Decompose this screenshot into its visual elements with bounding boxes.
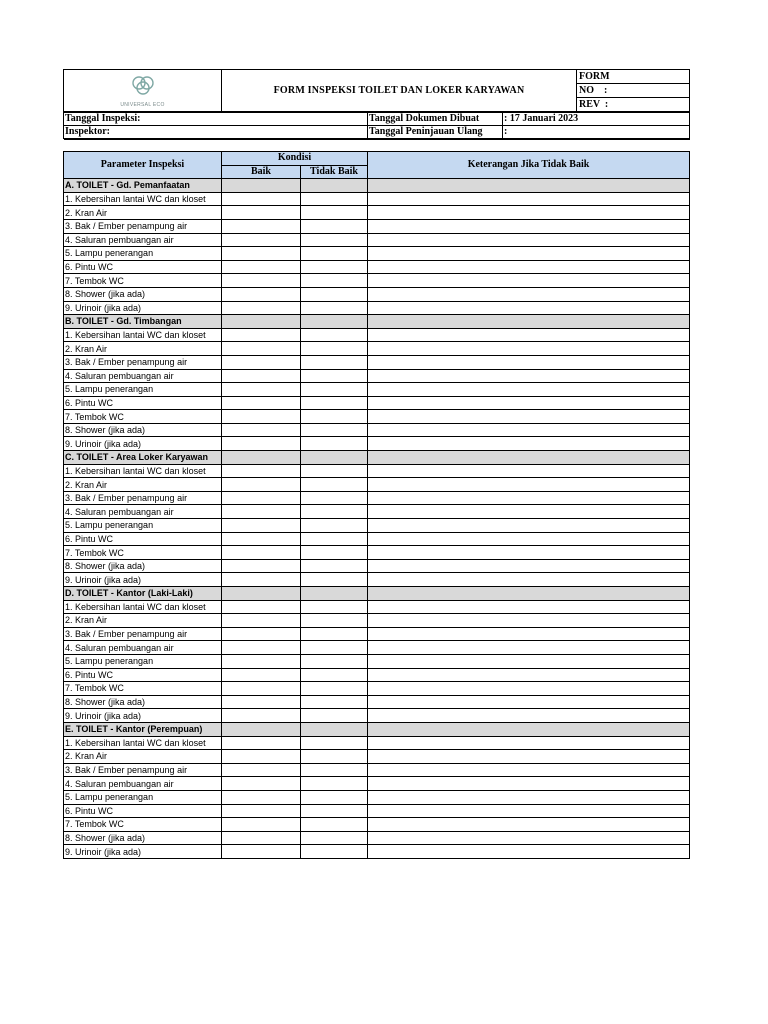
inspection-form	[63, 69, 689, 859]
table-row	[64, 641, 690, 655]
parameter-label: 9. Urinoir (jika ada)	[64, 709, 222, 723]
table-row	[64, 383, 690, 397]
section-header	[64, 451, 690, 465]
baik-cell[interactable]	[222, 464, 301, 478]
parameter-label: 8. Shower (jika ada)	[64, 831, 222, 845]
table-row	[64, 614, 690, 628]
parameter-label: 8. Shower (jika ada)	[64, 695, 222, 709]
baik-cell[interactable]	[222, 383, 301, 397]
parameter-label: 5. Lampu penerangan	[64, 383, 222, 397]
keterangan-cell[interactable]	[368, 600, 690, 614]
tidak-baik-cell[interactable]	[301, 546, 368, 560]
keterangan-cell[interactable]	[368, 369, 690, 383]
baik-cell[interactable]	[222, 818, 301, 832]
table-row	[64, 695, 690, 709]
baik-cell[interactable]	[222, 627, 301, 641]
logo-text: UNIVERSAL ECO	[120, 101, 165, 108]
parameter-label: 5. Lampu penerangan	[64, 654, 222, 668]
section-cell	[301, 179, 368, 193]
keterangan-cell[interactable]	[368, 328, 690, 342]
tidak-baik-cell[interactable]	[301, 818, 368, 832]
tidak-baik-cell[interactable]	[301, 695, 368, 709]
baik-cell[interactable]	[222, 396, 301, 410]
table-row	[64, 247, 690, 261]
baik-cell[interactable]	[222, 478, 301, 492]
tanggal-peninjauan-value[interactable]: :	[503, 126, 690, 139]
tidak-baik-cell[interactable]	[301, 355, 368, 369]
section-header	[64, 179, 690, 193]
table-row	[64, 328, 690, 342]
parameter-label: 9. Urinoir (jika ada)	[64, 301, 222, 315]
table-row	[64, 478, 690, 492]
keterangan-cell[interactable]	[368, 736, 690, 750]
tidak-baik-cell[interactable]	[301, 410, 368, 424]
table-row	[64, 736, 690, 750]
parameter-label: 7. Tembok WC	[64, 682, 222, 696]
baik-cell[interactable]	[222, 491, 301, 505]
baik-cell[interactable]	[222, 763, 301, 777]
baik-cell[interactable]	[222, 641, 301, 655]
keterangan-cell[interactable]	[368, 614, 690, 628]
tidak-baik-cell[interactable]	[301, 736, 368, 750]
keterangan-cell[interactable]	[368, 383, 690, 397]
tidak-baik-cell[interactable]	[301, 505, 368, 519]
tidak-baik-cell[interactable]	[301, 301, 368, 315]
rev-field[interactable]: REV :	[577, 98, 690, 112]
table-row	[64, 831, 690, 845]
tidak-baik-cell[interactable]	[301, 519, 368, 533]
parameter-label: 1. Kebersihan lantai WC dan kloset	[64, 328, 222, 342]
parameter-label: 2. Kran Air	[64, 478, 222, 492]
tidak-baik-cell[interactable]	[301, 423, 368, 437]
keterangan-cell[interactable]	[368, 845, 690, 859]
baik-cell[interactable]	[222, 709, 301, 723]
tidak-baik-cell[interactable]	[301, 804, 368, 818]
tanggal-inspeksi-field[interactable]: Tanggal Inspeksi:	[64, 113, 368, 126]
col-parameter: Parameter Inspeksi	[64, 152, 222, 179]
table-row	[64, 845, 690, 859]
baik-cell[interactable]	[222, 287, 301, 301]
keterangan-cell[interactable]	[368, 464, 690, 478]
keterangan-cell[interactable]	[368, 287, 690, 301]
baik-cell[interactable]	[222, 192, 301, 206]
tidak-baik-cell[interactable]	[301, 831, 368, 845]
parameter-label: 1. Kebersihan lantai WC dan kloset	[64, 192, 222, 206]
parameter-label: 7. Tembok WC	[64, 546, 222, 560]
parameter-label: 8. Shower (jika ada)	[64, 287, 222, 301]
parameter-label: 9. Urinoir (jika ada)	[64, 845, 222, 859]
inspektor-field[interactable]: Inspektor:	[64, 126, 368, 139]
table-row	[64, 519, 690, 533]
tidak-baik-cell[interactable]	[301, 464, 368, 478]
tidak-baik-cell[interactable]	[301, 219, 368, 233]
parameter-label: 7. Tembok WC	[64, 818, 222, 832]
parameter-label: 3. Bak / Ember penampung air	[64, 491, 222, 505]
baik-cell[interactable]	[222, 654, 301, 668]
section-cell	[301, 722, 368, 736]
table-row	[64, 233, 690, 247]
parameter-label: 1. Kebersihan lantai WC dan kloset	[64, 600, 222, 614]
col-kondisi: Kondisi	[222, 152, 368, 166]
tidak-baik-cell[interactable]	[301, 369, 368, 383]
form-label: FORM	[577, 70, 690, 84]
baik-cell[interactable]	[222, 505, 301, 519]
tidak-baik-cell[interactable]	[301, 845, 368, 859]
keterangan-cell[interactable]	[368, 410, 690, 424]
keterangan-cell[interactable]	[368, 559, 690, 573]
table-row	[64, 260, 690, 274]
parameter-label: 9. Urinoir (jika ada)	[64, 437, 222, 451]
keterangan-cell[interactable]	[368, 355, 690, 369]
tidak-baik-cell[interactable]	[301, 654, 368, 668]
baik-cell[interactable]	[222, 247, 301, 261]
parameter-label: 8. Shower (jika ada)	[64, 423, 222, 437]
inspection-table	[63, 139, 690, 859]
tidak-baik-cell[interactable]	[301, 573, 368, 587]
keterangan-cell[interactable]	[368, 342, 690, 356]
baik-cell[interactable]	[222, 532, 301, 546]
keterangan-cell[interactable]	[368, 763, 690, 777]
parameter-label: 5. Lampu penerangan	[64, 519, 222, 533]
tidak-baik-cell[interactable]	[301, 206, 368, 220]
baik-cell[interactable]	[222, 233, 301, 247]
table-row	[64, 750, 690, 764]
table-row	[64, 491, 690, 505]
parameter-label: 8. Shower (jika ada)	[64, 559, 222, 573]
section-cell	[222, 315, 301, 329]
table-row	[64, 355, 690, 369]
table-row	[64, 559, 690, 573]
keterangan-cell[interactable]	[368, 532, 690, 546]
tidak-baik-cell[interactable]	[301, 763, 368, 777]
parameter-label: 6. Pintu WC	[64, 396, 222, 410]
baik-cell[interactable]	[222, 804, 301, 818]
table-row	[64, 777, 690, 791]
keterangan-cell[interactable]	[368, 750, 690, 764]
keterangan-cell[interactable]	[368, 654, 690, 668]
baik-cell[interactable]	[222, 845, 301, 859]
keterangan-cell[interactable]	[368, 301, 690, 315]
tidak-baik-cell[interactable]	[301, 192, 368, 206]
tidak-baik-cell[interactable]	[301, 750, 368, 764]
tidak-baik-cell[interactable]	[301, 668, 368, 682]
keterangan-cell[interactable]	[368, 206, 690, 220]
baik-cell[interactable]	[222, 410, 301, 424]
parameter-label: 9. Urinoir (jika ada)	[64, 573, 222, 587]
table-row	[64, 206, 690, 220]
inspection-rows	[64, 179, 690, 859]
keterangan-cell[interactable]	[368, 478, 690, 492]
table-row	[64, 668, 690, 682]
keterangan-cell[interactable]	[368, 437, 690, 451]
tidak-baik-cell[interactable]	[301, 342, 368, 356]
section-cell	[368, 179, 690, 193]
baik-cell[interactable]	[222, 750, 301, 764]
parameter-label: 3. Bak / Ember penampung air	[64, 763, 222, 777]
table-row	[64, 790, 690, 804]
parameter-label: 3. Bak / Ember penampung air	[64, 627, 222, 641]
baik-cell[interactable]	[222, 437, 301, 451]
baik-cell[interactable]	[222, 423, 301, 437]
parameter-label: 2. Kran Air	[64, 342, 222, 356]
keterangan-cell[interactable]	[368, 247, 690, 261]
parameter-label: 7. Tembok WC	[64, 410, 222, 424]
col-keterangan: Keterangan Jika Tidak Baik	[368, 152, 690, 179]
keterangan-cell[interactable]	[368, 260, 690, 274]
section-cell	[222, 722, 301, 736]
section-cell	[222, 587, 301, 601]
baik-cell[interactable]	[222, 546, 301, 560]
baik-cell[interactable]	[222, 695, 301, 709]
table-row	[64, 423, 690, 437]
col-baik: Baik	[222, 165, 301, 179]
section-cell	[222, 179, 301, 193]
section-cell	[301, 315, 368, 329]
table-row	[64, 682, 690, 696]
parameter-label: 1. Kebersihan lantai WC dan kloset	[64, 464, 222, 478]
section-cell	[368, 587, 690, 601]
table-row	[64, 573, 690, 587]
parameter-label: 4. Saluran pembuangan air	[64, 777, 222, 791]
col-tidak-baik: Tidak Baik	[301, 165, 368, 179]
tidak-baik-cell[interactable]	[301, 641, 368, 655]
tidak-baik-cell[interactable]	[301, 709, 368, 723]
tidak-baik-cell[interactable]	[301, 274, 368, 288]
baik-cell[interactable]	[222, 790, 301, 804]
table-row	[64, 818, 690, 832]
table-row	[64, 804, 690, 818]
keterangan-cell[interactable]	[368, 818, 690, 832]
parameter-label: 4. Saluran pembuangan air	[64, 641, 222, 655]
keterangan-cell[interactable]	[368, 790, 690, 804]
tanggal-dokumen-label: Tanggal Dokumen Dibuat	[368, 113, 503, 126]
section-title: A. TOILET - Gd. Pemanfaatan	[64, 179, 222, 193]
parameter-label: 4. Saluran pembuangan air	[64, 505, 222, 519]
table-row	[64, 709, 690, 723]
section-title: E. TOILET - Kantor (Perempuan)	[64, 722, 222, 736]
parameter-label: 3. Bak / Ember penampung air	[64, 355, 222, 369]
table-row	[64, 532, 690, 546]
table-row	[64, 437, 690, 451]
keterangan-cell[interactable]	[368, 192, 690, 206]
section-title: D. TOILET - Kantor (Laki-Laki)	[64, 587, 222, 601]
tidak-baik-cell[interactable]	[301, 437, 368, 451]
keterangan-cell[interactable]	[368, 519, 690, 533]
parameter-label: 3. Bak / Ember penampung air	[64, 219, 222, 233]
keterangan-cell[interactable]	[368, 831, 690, 845]
tidak-baik-cell[interactable]	[301, 478, 368, 492]
section-cell	[368, 315, 690, 329]
tidak-baik-cell[interactable]	[301, 247, 368, 261]
table-row	[64, 464, 690, 478]
section-cell	[368, 451, 690, 465]
table-row	[64, 342, 690, 356]
table-row	[64, 301, 690, 315]
table-row	[64, 192, 690, 206]
baik-cell[interactable]	[222, 831, 301, 845]
tidak-baik-cell[interactable]	[301, 287, 368, 301]
tidak-baik-cell[interactable]	[301, 777, 368, 791]
tidak-baik-cell[interactable]	[301, 559, 368, 573]
tidak-baik-cell[interactable]	[301, 260, 368, 274]
parameter-label: 7. Tembok WC	[64, 274, 222, 288]
section-header	[64, 315, 690, 329]
section-header	[64, 587, 690, 601]
section-header	[64, 722, 690, 736]
keterangan-cell[interactable]	[368, 233, 690, 247]
baik-cell[interactable]	[222, 328, 301, 342]
table-row	[64, 654, 690, 668]
baik-cell[interactable]	[222, 342, 301, 356]
tidak-baik-cell[interactable]	[301, 383, 368, 397]
logo-icon	[128, 74, 158, 98]
keterangan-cell[interactable]	[368, 274, 690, 288]
baik-cell[interactable]	[222, 219, 301, 233]
tidak-baik-cell[interactable]	[301, 532, 368, 546]
section-cell	[368, 722, 690, 736]
table-row	[64, 396, 690, 410]
baik-cell[interactable]	[222, 274, 301, 288]
tidak-baik-cell[interactable]	[301, 614, 368, 628]
company-logo	[64, 70, 222, 112]
section-cell	[301, 587, 368, 601]
keterangan-cell[interactable]	[368, 396, 690, 410]
keterangan-cell[interactable]	[368, 641, 690, 655]
baik-cell[interactable]	[222, 573, 301, 587]
baik-cell[interactable]	[222, 519, 301, 533]
tidak-baik-cell[interactable]	[301, 233, 368, 247]
table-row	[64, 287, 690, 301]
baik-cell[interactable]	[222, 777, 301, 791]
keterangan-cell[interactable]	[368, 668, 690, 682]
table-row	[64, 219, 690, 233]
table-row	[64, 274, 690, 288]
keterangan-cell[interactable]	[368, 219, 690, 233]
tidak-baik-cell[interactable]	[301, 600, 368, 614]
table-row	[64, 410, 690, 424]
parameter-label: 4. Saluran pembuangan air	[64, 233, 222, 247]
baik-cell[interactable]	[222, 668, 301, 682]
table-row	[64, 600, 690, 614]
parameter-label: 6. Pintu WC	[64, 668, 222, 682]
tanggal-peninjauan-label: Tanggal Peninjauan Ulang	[368, 126, 503, 139]
keterangan-cell[interactable]	[368, 682, 690, 696]
table-row	[64, 763, 690, 777]
table-row	[64, 627, 690, 641]
tidak-baik-cell[interactable]	[301, 328, 368, 342]
keterangan-cell[interactable]	[368, 546, 690, 560]
parameter-label: 5. Lampu penerangan	[64, 790, 222, 804]
keterangan-cell[interactable]	[368, 423, 690, 437]
form-header	[63, 69, 690, 112]
section-cell	[222, 451, 301, 465]
keterangan-cell[interactable]	[368, 573, 690, 587]
keterangan-cell[interactable]	[368, 491, 690, 505]
form-title: FORM INSPEKSI TOILET DAN LOKER KARYAWAN	[222, 70, 577, 112]
parameter-label: 5. Lampu penerangan	[64, 247, 222, 261]
section-title: C. TOILET - Area Loker Karyawan	[64, 451, 222, 465]
spacer-row	[64, 140, 690, 152]
parameter-label: 2. Kran Air	[64, 614, 222, 628]
tanggal-dokumen-value[interactable]: : 17 Januari 2023	[503, 113, 690, 126]
parameter-label: 6. Pintu WC	[64, 260, 222, 274]
baik-cell[interactable]	[222, 736, 301, 750]
table-row	[64, 546, 690, 560]
table-row	[64, 369, 690, 383]
keterangan-cell[interactable]	[368, 627, 690, 641]
baik-cell[interactable]	[222, 369, 301, 383]
parameter-label: 1. Kebersihan lantai WC dan kloset	[64, 736, 222, 750]
keterangan-cell[interactable]	[368, 709, 690, 723]
tidak-baik-cell[interactable]	[301, 491, 368, 505]
parameter-label: 2. Kran Air	[64, 206, 222, 220]
baik-cell[interactable]	[222, 559, 301, 573]
keterangan-cell[interactable]	[368, 695, 690, 709]
tidak-baik-cell[interactable]	[301, 627, 368, 641]
form-info	[63, 112, 690, 139]
tidak-baik-cell[interactable]	[301, 396, 368, 410]
table-row	[64, 505, 690, 519]
keterangan-cell[interactable]	[368, 505, 690, 519]
section-title: B. TOILET - Gd. Timbangan	[64, 315, 222, 329]
keterangan-cell[interactable]	[368, 777, 690, 791]
section-cell	[301, 451, 368, 465]
baik-cell[interactable]	[222, 682, 301, 696]
baik-cell[interactable]	[222, 301, 301, 315]
keterangan-cell[interactable]	[368, 804, 690, 818]
baik-cell[interactable]	[222, 355, 301, 369]
baik-cell[interactable]	[222, 260, 301, 274]
baik-cell[interactable]	[222, 600, 301, 614]
parameter-label: 2. Kran Air	[64, 750, 222, 764]
parameter-label: 6. Pintu WC	[64, 804, 222, 818]
parameter-label: 6. Pintu WC	[64, 532, 222, 546]
no-field[interactable]: NO :	[577, 84, 690, 98]
tidak-baik-cell[interactable]	[301, 682, 368, 696]
tidak-baik-cell[interactable]	[301, 790, 368, 804]
baik-cell[interactable]	[222, 206, 301, 220]
parameter-label: 4. Saluran pembuangan air	[64, 369, 222, 383]
baik-cell[interactable]	[222, 614, 301, 628]
